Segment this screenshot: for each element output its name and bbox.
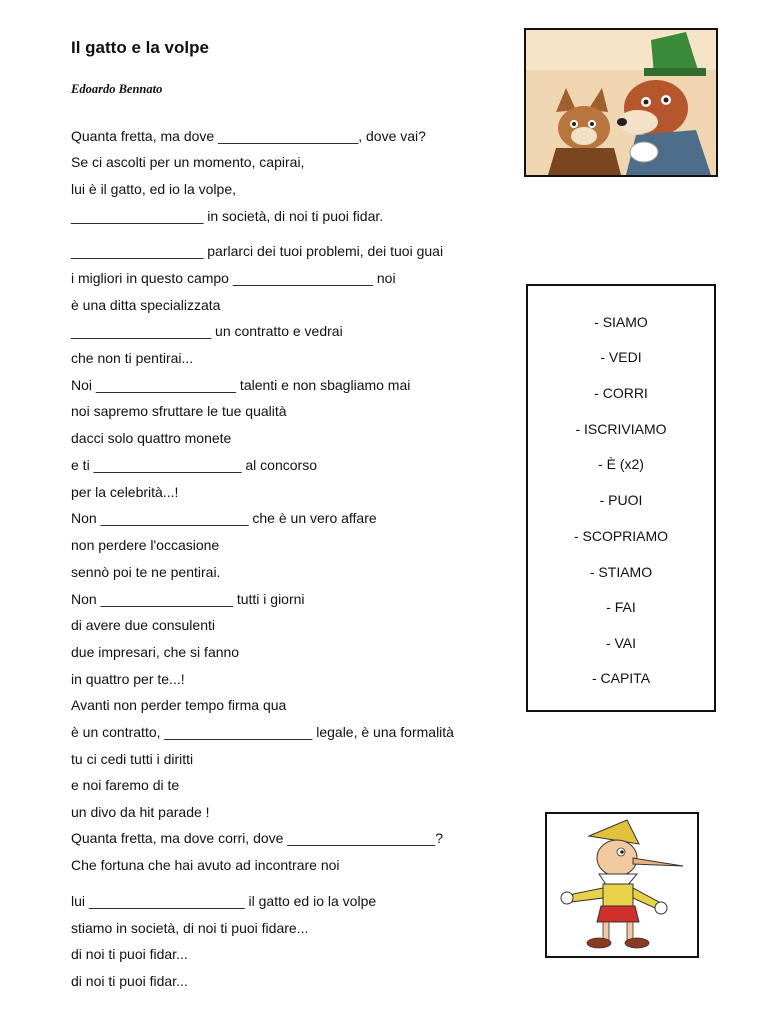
word-bank-item: - CAPITA xyxy=(591,670,651,686)
lyric-line: lui ____________________ il gatto ed io la volpe xyxy=(71,893,377,909)
word-bank-item: - SIAMO xyxy=(594,314,648,330)
lyric-line: Noi __________________ talenti e non sbagliamo mai xyxy=(71,377,411,393)
word-bank-item: - STIAMO xyxy=(589,564,653,580)
pinocchio-illustration xyxy=(545,812,699,958)
lyric-line: un divo da hit parade ! xyxy=(71,804,210,820)
lyric-line: di avere due consulenti xyxy=(71,617,215,633)
lyric-line: tu ci cedi tutti i diritti xyxy=(71,751,194,767)
word-bank-item: - PUOI xyxy=(599,492,643,508)
word-bank xyxy=(526,284,716,712)
lyric-line: è un contratto, ___________________ legale, è una formalità xyxy=(71,724,454,740)
word-bank-item: - ISCRIVIAMO xyxy=(575,421,667,437)
lyric-line: Che fortuna che hai avuto ad incontrare noi xyxy=(71,857,340,873)
lyric-line: Quanta fretta, ma dove __________________, dove vai? xyxy=(71,128,426,144)
lyric-line: è una ditta specializzata xyxy=(71,297,221,313)
lyric-line: in quattro per te...! xyxy=(71,671,185,687)
lyric-line: Quanta fretta, ma dove corri, dove ___________________? xyxy=(71,830,444,846)
word-bank-item: - FAI xyxy=(606,599,636,615)
lyric-line: __________________ un contratto e vedrai xyxy=(71,323,343,339)
lyric-line: dacci solo quattro monete xyxy=(71,430,232,446)
lyric-line: non perdere l'occasione xyxy=(71,537,220,553)
word-bank-item: - VEDI xyxy=(600,349,642,365)
lyric-line: noi sapremo sfruttare le tue qualità xyxy=(71,403,287,419)
lyric-line: sennò poi te ne pentirai. xyxy=(71,564,221,580)
lyric-line: lui è il gatto, ed io la volpe, xyxy=(71,181,236,197)
author-name: Edoardo Bennato xyxy=(71,82,163,96)
lyric-line: Avanti non perder tempo firma qua xyxy=(71,697,287,713)
lyric-line: e noi faremo di te xyxy=(71,777,180,793)
lyric-line: che non ti pentirai... xyxy=(71,350,194,366)
word-bank-item: - SCOPRIAMO xyxy=(573,528,669,544)
lyric-line: Se ci ascolti per un momento, capirai, xyxy=(71,154,305,170)
lyric-line: stiamo in società, di noi ti puoi fidare... xyxy=(71,920,309,936)
cat-and-fox-illustration xyxy=(524,28,718,177)
lyric-line: e ti ___________________ al concorso xyxy=(71,457,317,473)
word-bank-item: - VAI xyxy=(605,635,637,651)
lyric-line: _________________ parlarci dei tuoi problemi, dei tuoi guai xyxy=(71,243,444,259)
lyric-line: di noi ti puoi fidar... xyxy=(71,946,188,962)
lyric-line: di noi ti puoi fidar... xyxy=(71,973,188,989)
lyric-line: Non _________________ tutti i giorni xyxy=(71,591,305,607)
word-bank-item: - È (x2) xyxy=(598,456,644,472)
page-title: Il gatto e la volpe xyxy=(71,38,209,57)
lyric-line: per la celebrità...! xyxy=(71,484,179,500)
word-bank-item: - CORRI xyxy=(594,385,648,401)
lyric-line: Non ___________________ che è un vero affare xyxy=(71,510,377,526)
lyric-line: due impresari, che si fanno xyxy=(71,644,240,660)
lyric-line: _________________ in società, di noi ti puoi fidar. xyxy=(71,208,384,224)
lyric-line: i migliori in questo campo __________________ noi xyxy=(71,270,396,286)
